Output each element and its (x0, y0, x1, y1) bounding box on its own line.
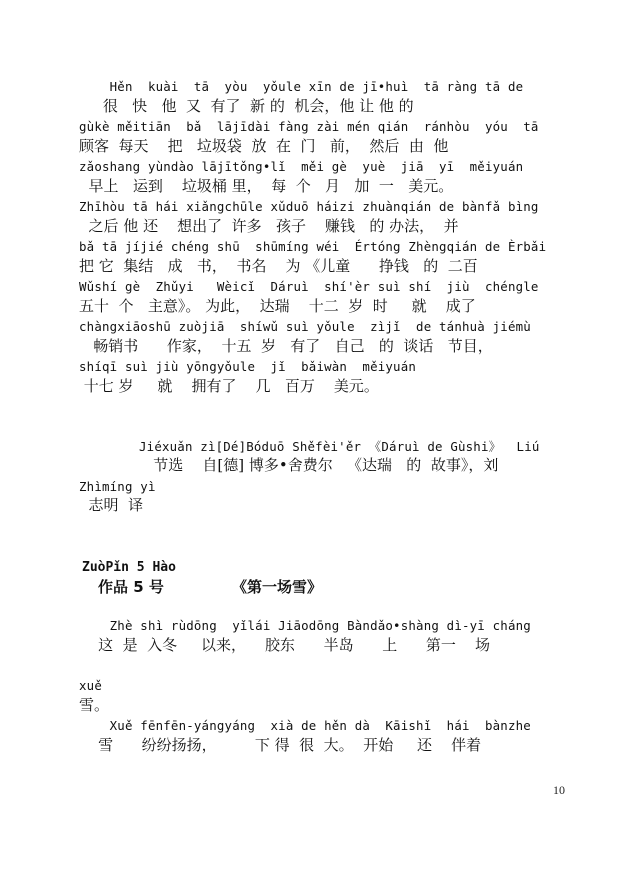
pinyin-line-6: Wǔshí gè Zhǔyi Wèicǐ Dáruì shí'èr suì shí jiù chéngle (79, 279, 539, 294)
pinyin-line-7: chàngxiāoshū zuòjiā shíwǔ suì yǒule zìjǐ de tánhuà jiémù (79, 319, 531, 334)
hanzi-line-2: 顾客 每天 把 垃圾袋 放 在 门 前， 然后 由 他 (79, 137, 449, 155)
passage-heading-pinyin: ZuòPǐn 5 Hào (82, 560, 176, 575)
pinyin-line-5: bǎ tā jíjié chéng shū shūmíng wéi Értóng Zhèngqián de Èrbǎi (79, 239, 547, 254)
hanzi-line-5: 把 它 集结 成 书， 书名 为 《儿童 挣钱 的 二百 (79, 257, 478, 275)
hanzi-line-4: 之后 他 还 想出了 许多 孩子 赚钱 的 办法， 并 (79, 217, 459, 235)
hanzi-line-7: 畅销书 作家， 十五 岁 有了 自己 的 谈话 节目， (79, 337, 493, 355)
p5-hanzi-line-2: 雪。 (79, 696, 110, 714)
pinyin-line-2: gùkè měitiān bǎ lājīdài fàng zài mén qián ránhòu yóu tā (79, 119, 539, 134)
p5-hanzi-line-1: 这 是 入冬 以来， 胶东 半岛 上 第一 场 (79, 636, 490, 654)
passage-title: 《第一场雪》 (232, 578, 323, 596)
translator-pinyin: Zhìmíng yì (79, 479, 156, 494)
p5-pinyin-line-3: Xuě fēnfēn-yángyáng xià de hěn dà Kāishǐ hái bànzhe (79, 718, 531, 733)
hanzi-line-8: 十七 岁 就 拥有了 几 百万 美元。 (79, 377, 379, 395)
hanzi-line-6: 五十 个 主意》。 为此， 达瑞 十二 岁 时 就 成了 (79, 297, 476, 315)
hanzi-line-3: 早上 运到 垃圾桶 里， 每 个 月 加 一 美元。 (79, 177, 454, 195)
source-hanzi: 节选 自[德] 博多•舍费尔 《达瑞 的 故事》，刘 (139, 456, 499, 474)
pinyin-line-1: Hěn kuài tā yòu yǒule xīn de jī•huì tā ràng tā de (79, 79, 524, 94)
page-number: 10 (553, 783, 565, 797)
passage-heading-hanzi: 作品 5 号 (98, 578, 164, 596)
pinyin-line-8: shíqī suì jiù yōngyǒule jǐ bǎiwàn měiyuán (79, 359, 417, 374)
source-pinyin: Jiéxuǎn zì[Dé]Bóduō Shěfèi'ěr 《Dáruì de Gùshi》 Liú (139, 439, 540, 454)
translator-hanzi: 志明 译 (79, 496, 144, 514)
p5-hanzi-line-3: 雪 纷纷扬扬， 下 得 很 大。 开始 还 伴着 (79, 736, 482, 754)
p5-pinyin-line-1: Zhè shì rùdōng yǐlái Jiāodōng Bàndǎo•shàng dì-yī cháng (79, 618, 531, 633)
p5-pinyin-line-2: xuě (79, 678, 102, 693)
hanzi-line-1: 很 快 他 又 有了 新 的 机会，他 让 他 的 (79, 97, 414, 115)
pinyin-line-4: Zhīhòu tā hái xiǎngchūle xǔduō háizi zhuànqián de bànfǎ bìng (79, 199, 539, 214)
pinyin-line-3: zǎoshang yùndào lājītǒng•lǐ měi gè yuè jiā yī měiyuán (79, 159, 524, 174)
